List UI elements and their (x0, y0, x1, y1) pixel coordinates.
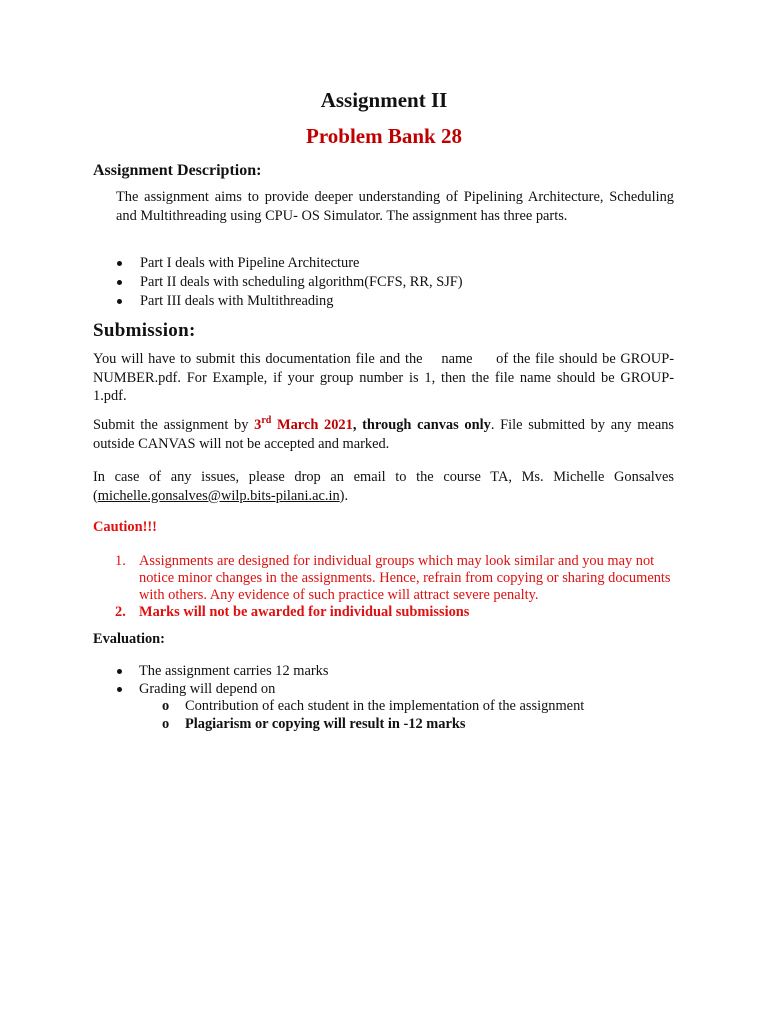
circle-bullet-icon: o (162, 698, 170, 714)
evaluation-item-text: Grading will depend on (139, 681, 276, 697)
ta-email-link[interactable]: michelle.gonsalves@wilp.bits-pilani.ac.in (97, 487, 340, 504)
deadline-prefix: Submit the assignment by (93, 417, 255, 433)
deadline-suffix: rd (261, 415, 272, 427)
caution-heading: Caution!!! (93, 519, 157, 535)
list-item (93, 553, 674, 604)
deadline-canvas-only: , through canvas only (352, 417, 491, 433)
evaluation-item-text: The assignment carries 12 marks (139, 663, 329, 679)
list-item (116, 273, 463, 292)
caution-list (93, 553, 674, 621)
bullet-icon (117, 687, 122, 692)
submission-deadline-text (93, 416, 674, 453)
caution-number: 1. (115, 553, 126, 569)
list-item (162, 715, 584, 733)
caution-item-text: Assignments are designed for individual groups which may look similar and you may not notice minor changes in the assignments. Hence, refrain from copying or sharing documents with others. Any evidence of such practice will attract severe penalty. (139, 553, 671, 603)
list-item (116, 292, 463, 311)
contact-prefix: In case of any issues, please drop an email to the course TA, Ms. Michelle Gonsalves ( (93, 469, 674, 504)
caution-number: 2. (115, 604, 126, 620)
list-item (116, 680, 328, 698)
part-3-text: Part III deals with Multithreading (140, 293, 334, 309)
list-item (93, 604, 674, 621)
page-title: Assignment II (320, 88, 448, 112)
part-1-text: Part I deals with Pipeline Architecture (140, 255, 360, 271)
evaluation-list (116, 662, 328, 698)
grading-sublist (162, 697, 584, 733)
bullet-icon (117, 261, 122, 266)
caution-item-text: Marks will not be awarded for individual submissions (139, 604, 470, 620)
bullet-icon (117, 299, 122, 304)
list-item (116, 662, 328, 680)
deadline-month-year: March 2021 (271, 417, 353, 433)
bullet-icon (117, 280, 122, 285)
deadline-date (254, 417, 353, 433)
bullet-icon (117, 669, 122, 674)
deadline-rest: . File submitted by any means outside CANVAS will not be accepted and marked. (93, 417, 674, 452)
grading-item-text: Plagiarism or copying will result in -12 marks (185, 716, 466, 732)
list-item (116, 254, 463, 273)
part-2-text: Part II deals with scheduling algorithm(FCFS, RR, SJF) (140, 274, 463, 290)
description-text: The assignment aims to provide deeper understanding of Pipelining Architecture, Scheduling and Multithreading using CPU- OS Simulator. The assignment has three parts. (116, 189, 674, 224)
circle-bullet-icon: o (162, 716, 170, 732)
deadline-day: 3 (254, 417, 262, 433)
grading-item-text: Contribution of each student in the implementation of the assignment (185, 698, 585, 714)
evaluation-heading: Evaluation: (93, 631, 165, 647)
problem-bank-title: Problem Bank 28 (306, 124, 462, 148)
submission-filename-text: You will have to submit this documentation file and the name of the file should be GROUP-NUMBER.pdf. For Example, if your group number is 1, then the file name should be GROUP-1.pdf. (93, 351, 674, 405)
submission-heading: Submission: (93, 320, 196, 341)
contact-text (93, 468, 674, 505)
list-item (162, 697, 584, 715)
contact-suffix: ). (339, 487, 349, 504)
parts-list (116, 254, 463, 311)
description-heading: Assignment Description: (93, 162, 262, 179)
